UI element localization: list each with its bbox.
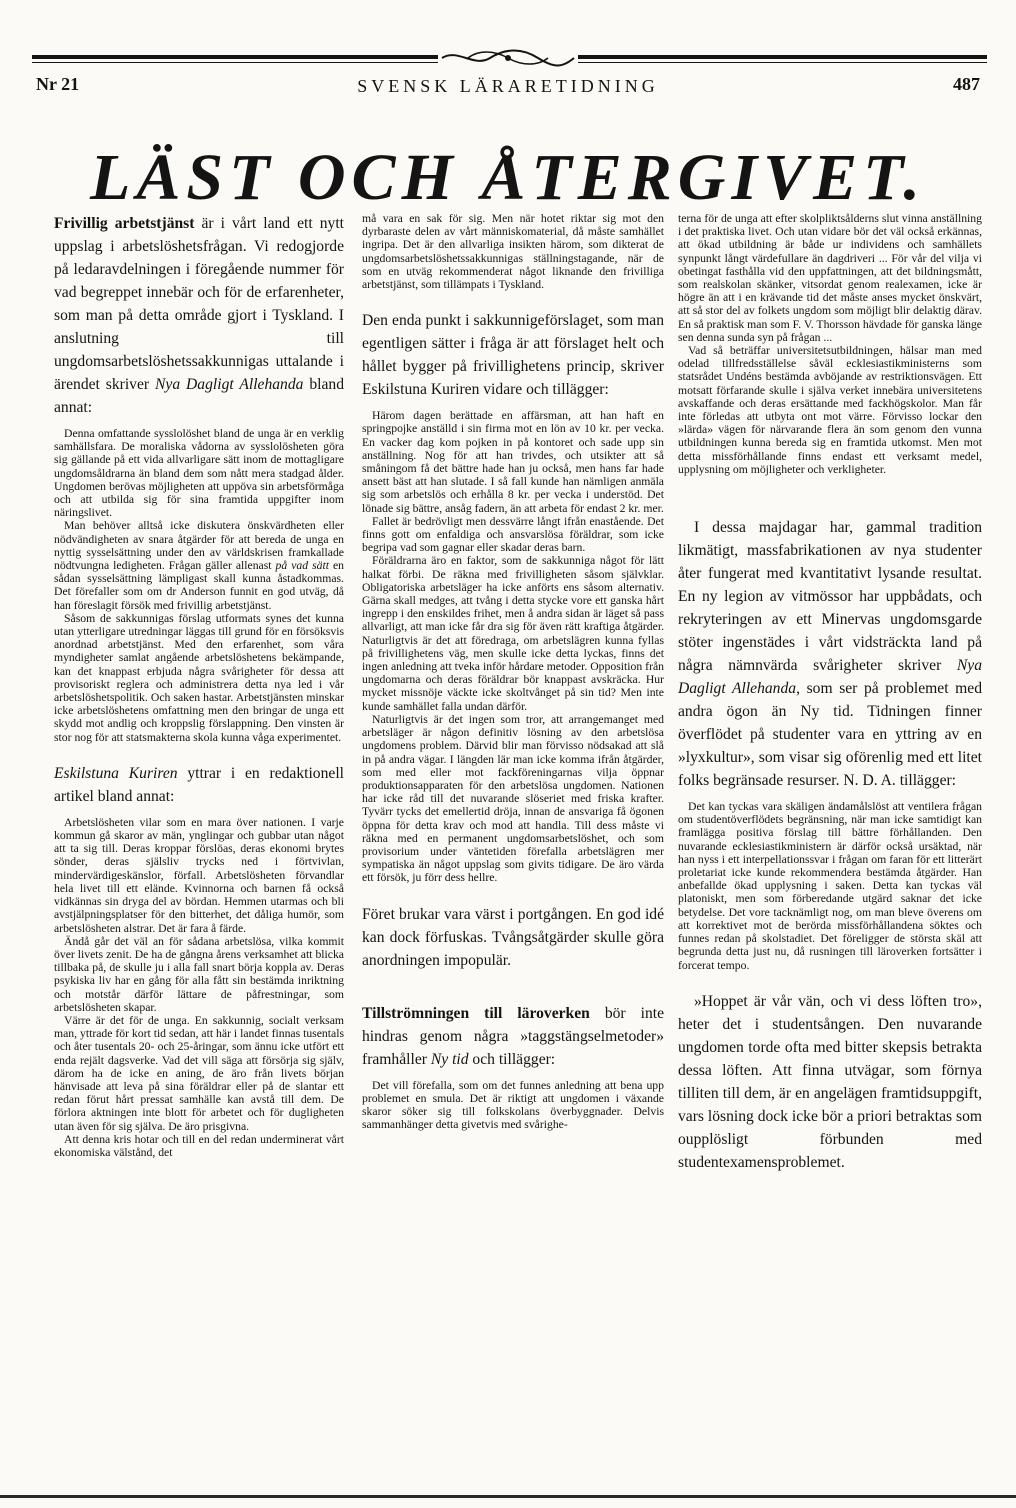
quote-paragraph: Ändå går det väl an för sådana arbetslösa, vilka kommit över livets zenit. De ha de gångna årens verksamhet att blicka tillbaka på, de skulle ju i alla fall snart börja koppla av. Deras psykiska liv har en gång för alla fått sin bestämda inriktning och motstår därför lättare de påfrestningar, som arbetslösheten skapar.	[54, 934, 344, 1014]
intro-text: är i vårt land ett nytt uppslag i arbetslöshetsfrågan. Vi redogjorde på ledaravdelningen i föregående nummer för vad begreppet innebär och för de erfarenheter, som man på detta område gjort i Tyskland. I anslutning till ungdomsarbetslöshetssakkunnigas uttalande i ärendet skriver	[54, 215, 345, 393]
section-gap	[362, 980, 664, 1002]
quote-paragraph: Det kan tyckas vara skäligen ändamålslöst att ventilera frågan om studentöverflödets begränsning, när man icke samtidigt kan framlägga positiva förslag till bättre förhållanden. Den nuvarande ecklesiastikministern är därför också ursäktad, när han nyss i ett interpellationssvar i frågan om faran för ett litterärt proletariat icke kunde rekommendera bestämda åtgärder. Han anbefallde ökad upplysning i saken. Detta kan tyckas väl platoniskt, men som förberedande utgärd saknar det icke betydelse. Det vore tacknämligt nog, om man bleve överens om att korrektivet mot de berörda missförhållandena söktes och funnes redan på skolstadiet. Det föreligger de största skäl att begrunda detta just nu, då rusningen till läroverken fortsätter i forcerat tempo.	[678, 800, 982, 972]
intro-text: I dessa majdagar har, gammal tradition likmätigt, massfabrikationen av nya studenter åter fungerat med kvantitativt lysande resultat. En ny legion av vitmössor har uppbådats, och rekryteringen av ett Minervas ungdomsgarde stöter ingenstädes i vårt vidsträckta land på några nämnvärda svårigheter skriver	[678, 519, 982, 675]
quote-paragraph: Värre är det för de unga. En sakkunnig, socialt verksam man, yttrade för kort tid sedan, att här i landet finnas tusentals och åter tusentals 20- och 25-åringar, som ännu icke utfört ett enda rejält dagsverke. Vad det vill säga att försörja sig själv, därom ha de icke en aning, de äro från livets början hänvisade att leva på sina föräldrar eller på de slantar ett redan förut hårt pressat samhälle kan avstå till dem. De förlora aktningen inte blott för arbetet och för dugligheten utan även för sig själva. De äro prisgivna.	[54, 1013, 344, 1133]
quote-eskilstuna-2	[362, 409, 664, 884]
intro-studenter	[678, 516, 982, 792]
quote-text: en sådan sysselsättning lämpligast skall kunna åstadkommas. Det förefaller som om dr Anderson funnit en god utväg, då han föreslagit försök med frivillig arbetstjänst.	[54, 559, 345, 612]
section-gap	[678, 494, 982, 516]
quote-paragraph: terna för de unga att efter skolpliktsålderns slut vinna anställning i det praktiska livet. Och utan vidare bör det väl också erkännas, att ökad utbildning är både ur individens och samhällets synpunkt långt värdefullare än dagdriveri ... För vår del vilja vi obetingat fasthålla vid den uppfattningen, att det bildningsmått, som realskolan skänker, vitsordat genom realexamen, icke är högre än att i en krävande tid det måste anses mycket önskvärt, att så stor del av folkets ungdom som möjligt blir delaktig därav. En så praktisk man som F. V. Thorsson hävdade för ganska länge sen denna sunda syn på frågan ...	[678, 212, 982, 344]
source-ny-tid: Ny tid	[430, 1050, 469, 1068]
quote-nda-2	[678, 800, 982, 972]
article-headline: LÄST OCH ÅTERGIVET.	[90, 141, 926, 214]
intro-text: yttrar i en redaktionell artikel bland annat:	[54, 764, 344, 805]
source-nda: Nya Dagligt Allehanda	[155, 376, 304, 393]
intro-text-end: bland annat:	[54, 376, 344, 416]
quote-paragraph: Fallet är bedrövligt men dessvärre långt ifrån enastående. Det finns gott om enfaldiga och ansvarslösa föräldrar, som icke begripa vad som gagnar eller skadar deras barn.	[362, 514, 664, 555]
page-number: 487	[953, 74, 980, 94]
quote-paragraph: Naturligtvis är det ingen som tror, att arrangemanget med arbetsläger är någon definitiv lösning av den arbetslösa ungdomens problem. Därvid blir man förvisso nödsakad att slå in på andra vägar. I längden lär man icke komma ifrån åtgärder, som med eller mot fackföreningarnas vilja öppnar produktionsapparaten för den arbetslösa ungdomen. Nationen har icke råd till det nuvarande slöseriet med friska krafter. Tyvärr tycks det emellertid dröja, innan de ansvariga få ögonen öppna för detta krav och mod att handla. Till dess måste vi räkna med en permanent ungdomsarbetslöshet, och som provisorium under väntetiden förefalla arbetslägren mer sympatiska än något uppslag som givits tidigare. De äro värda ett försök, ju förr dess hellre.	[362, 712, 664, 885]
intro-text-end: , som ser på problemet med andra ögon än Ny tid. Tidningen finner överflödet på studenter vara en yttring av en »lyxkultur», som visar sig oförenlig med ett litet folks begränsade resurser. N. D. A. tillägger:	[678, 680, 982, 790]
intro-text-end: och tillägger:	[468, 1050, 556, 1068]
quote-paragraph: Att denna kris hotar och till en del redan underminerat vårt ekonomiska välstånd, det	[54, 1132, 344, 1159]
journal-title: SVENSK LÄRARETIDNING	[357, 76, 659, 96]
intro-ny-tid	[362, 1002, 664, 1071]
quote-emphasis: på vad sätt	[275, 559, 329, 573]
quote-paragraph: må vara en sak för sig. Men när hotet riktar sig mot den dyrbaraste delen av vårt människomaterial, då måste samhället ingripa. Det är den allvarliga insikten härom, som dikterat de ungdomsarbetslöshetssakkunnigas ställningstagande, när de som en utväg rekommenderat något liknande den frivilliga arbetstjänst, som tillämpats i Tyskland.	[362, 212, 664, 292]
intro-paragraph	[54, 212, 344, 419]
page-header	[36, 74, 980, 104]
quote-paragraph: Det vill förefalla, som om det funnes anledning att bena upp problemet en smula. Det är riktigt att ungdomen i växande skaror söker sig till folkskolans överbyggnader. Delvis sammanhänger detta givetvis med svårighe-	[362, 1078, 664, 1132]
keyword-frivillig-arbetstjanst: Frivillig arbetstjänst	[54, 215, 195, 232]
quote-nda	[54, 427, 344, 744]
header-ornament-icon	[438, 44, 578, 72]
source-nda: Nya Dagligt Allehanda	[678, 657, 982, 698]
closing-paragraph: »Hoppet är vår vän, och vi dess löften tro», heter det i studentsången. Den nuvarande ungdomen torde ofta med bitter skepsis betrakta dessa löften. Att finna utvägar, som förnya tilliten till dem, är en angelägen framtidsuppgift, vars lösning dock icke bör a priori betraktas som oupplösligt förbunden med studentexamensproblemet.	[678, 992, 983, 1171]
quote-text: Man behöver alltså icke diskutera önskvärdheten eller nödvändigheten av snara åtgärder för att bereda de unga en nyttig sysselsättning under den av världskrisen framkallade nödtvungna ledigheten. Frågan gäller allenast	[54, 519, 344, 573]
intro-paragraph: Den enda punkt i sakkunnigeförslaget, som man egentligen sätter i fråga är att förslaget helt och hållet bygger på frivillighetens princip, skriver Eskilstuna Kuriren vidare och tillägger:	[362, 312, 664, 399]
quote-paragraph: Såsom de sakkunnigas förslag utformats synes det kunna utan ytterligare utredningar läggas till grund för en försöksvis anordnad arbetstjänst. Med den erfarenhet, som våra myndigheter samlat angående arbetslöshetens bekämpande, kan det knappast erbjuda några svårigheter för dessa att provisoriskt reglera och administrera detta nya led i vår arbetslöshetspolitik. Och saken hastar. Arbetstjänsten minskar icke arbetslöshetens omfattning men den bringar de unga ett skydd mot andlig och kroppslig förslappning. Den vinsten är stor nog för att statsmakterna skola kunna våga experimentet.	[54, 611, 344, 744]
quote-ny-tid	[362, 1079, 664, 1132]
keyword-tillstromningen: Tillströmningen till läroverken	[362, 1004, 590, 1022]
quote-paragraph: Härom dagen berättade en affärsman, att han haft en springpojke anställd i sin firma mot en lön av 10 kr. per vecka. En vacker dag kom pojken in på kontoret och sade upp sin anställning. Nog för att han trivdes, och utsikter att så småningom få det bättre hade han ju också, men hans far hade ansett bäst att han slutade. I så fall kunde han nämligen anmäla sig som arbetslös och erhålla 8 kr. per vecka i understöd. Det lönade sig bättre, ansåg fadern, än att arbeta för endast 2 kr. mer.	[362, 409, 664, 515]
quote-eskilstuna-continued	[362, 212, 664, 291]
issue-number: Nr 21	[36, 74, 80, 94]
column-1	[54, 212, 344, 1159]
quote-eskilstuna	[54, 816, 344, 1159]
quote-paragraph	[54, 519, 344, 611]
quote-paragraph: Föräldrarna äro en faktor, som de sakkunniga något för lätt halkat förbi. De räkna med frivilligheten såsom självklar. Obligatoriska arbetsläger ha icke anförts ens såsom alternativ. Gärna skall medges, att tvång i detta stycke vore ett ganska hårt ingrepp i den enskildes frihet, men å andra sidan är läget så pass allvarligt, att man icke får dra sig för även rätt kraftiga åtgärder. Naturligtvis är det att föredraga, om arbetslägren kunna fyllas på frivillighetens väg, men skulle icke detta lyckas, finns det ingen anledning att tveka inför hårdare metoder. Opposition från ungdomarna och deras föräldrar bör knappast avskräcka. Hur mycket missnöje väckte icke skoltvånget på sin tid? Men inte kunde samhället falla undan därför.	[362, 554, 664, 713]
intro-eskilstuna	[54, 762, 344, 808]
quote-paragraph: Arbetslösheten vilar som en mara över nationen. I varje kommun gå skaror av män, ynglingar och gubbar utan något att ta sig till. Deras kroppar förslöas, deras ekonomi brytes sönder, deras själsliv trycks ned i förtvivlan, mindervärdigeskänslor, förfall. Arbetslösheten förvandlar hela livet till ett elände. Kvinnorna och barnen få också vidkännas sin dryga del av bördan. Hemmen utarmas och bli avstjälpningsplatser för den bitterhet, det dåliga humör, som arbetslösheten alstrar. Det är fara å färde.	[54, 815, 344, 935]
intro-text: bör inte hindras genom några »taggstängselmetoder» framhåller	[362, 1004, 664, 1068]
column-3	[678, 212, 982, 1182]
comment-paragraph: Föret brukar vara värst i portgången. En god idé kan dock förfuskas. Tvångsåtgärder skulle göra anordningen impopulär.	[362, 905, 664, 969]
quote-ny-tid-continued	[678, 212, 982, 476]
quote-paragraph: Vad så beträffar universitetsutbildningen, hälsar man med odelad tillfredsställelse såväl ecklesiastikministerns som statsrådet Undéns bestämda avböjande av restriktionsvägen. Ett motsatt förfarande skulle i själva verket innebära universitetens avskaffande och deras ersättande med fackhögskolor. Man får inte förledas att utbyta ont mot värre. Förvisso lockar den »lärda» vägen för närvarande flera än som genom den vunna utbildningen kunna bereda sig en framtida utkomst. Men mot detta missförhållande finns endast ett verksamt medel, upplysning om möjligheter och verkligheter.	[678, 344, 982, 476]
source-eskilstuna-kuriren: Eskilstuna Kuriren	[54, 764, 178, 782]
quote-paragraph: Denna omfattande sysslolöshet bland de unga är en verklig samhällsfara. De moraliska vådorna av sysslolösheten göra sig gällande på ett vida allvarligare sätt inom de mottagligare ungdomsåldrarna än bland dem som nått mera stadgad ålder. Ungdomen berövas möjligheten att uppöva sin arbetsförmåga och att utbilda sig för sina framtida uppgifter inom näringslivet.	[54, 427, 344, 520]
bottom-edge-rule	[0, 1495, 1016, 1498]
column-2	[362, 212, 664, 1131]
